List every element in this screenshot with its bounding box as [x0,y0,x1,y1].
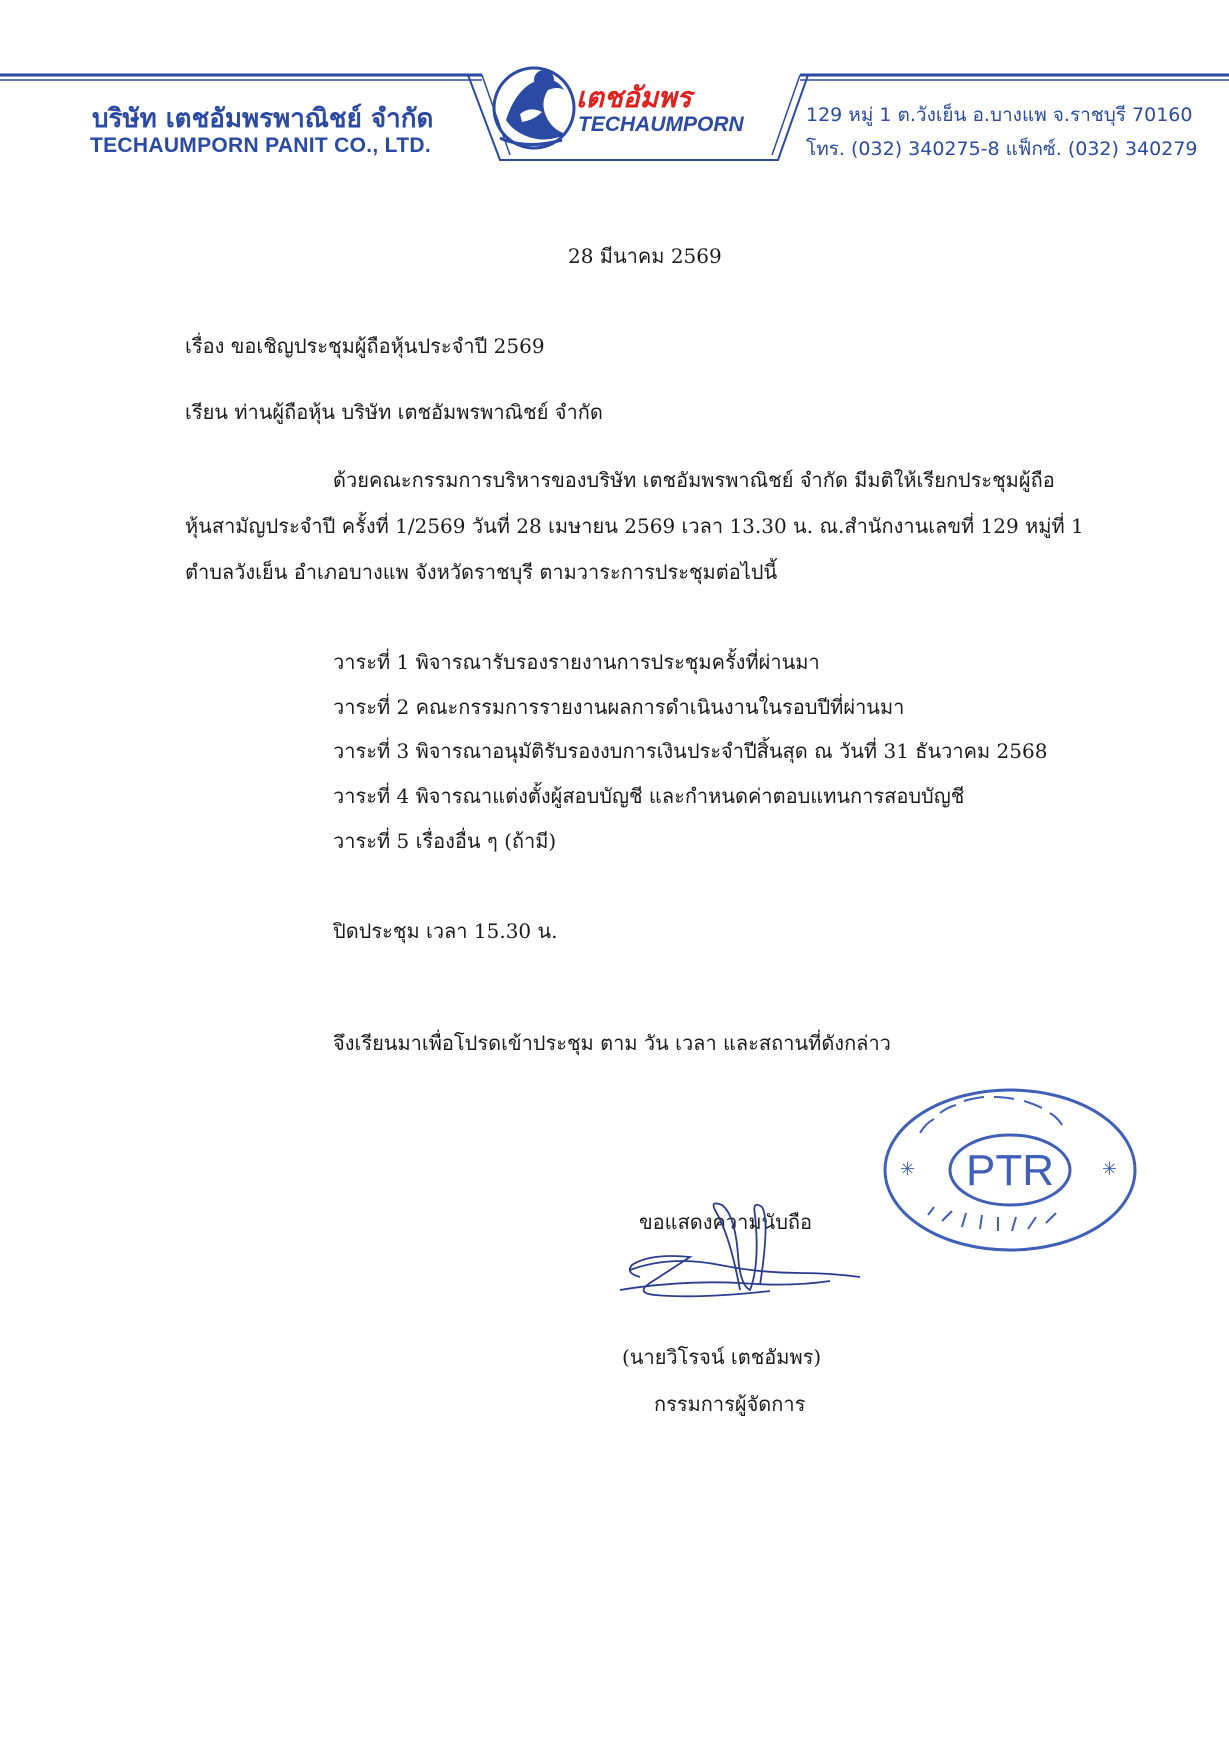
stamp-star-left: ✳ [900,1159,916,1180]
closing-time: ปิดประชุม เวลา 15.30 น. [333,919,558,943]
logo-text-th: เตชอัมพร [576,81,692,114]
letter-subject: เรื่อง ขอเชิญประชุมผู้ถือหุ้นประจำปี 2569 [185,334,545,358]
signer-title: กรรมการผู้จัดการ [654,1392,806,1416]
logo-text-en: TECHAUMPORN [578,113,744,136]
agenda-item: วาระที่ 3 พิจารณาอนุมัติรับรองงบการเงินประจำปีสิ้นสุด ณ วันที่ 31 ธันวาคม 2568 [333,739,1048,763]
paragraph-line: หุ้นสามัญประจำปี ครั้งที่ 1/2569 วันที่ 28 เมษายน 2569 เวลา 13.30 น. ณ.สำนักงานเลขที่ 129 หมู่ที่ 1 [185,514,1084,538]
agenda-item: วาระที่ 2 คณะกรรมการรายงานผลการดำเนินงานในรอบปีที่ผ่านมา [333,695,905,719]
stamp-star-right: ✳ [1102,1159,1118,1180]
letter-date: 28 มีนาคม 2569 [568,244,722,268]
letterhead [0,0,1229,175]
invitation-line: จึงเรียนมาเพื่อโปรดเข้าประชุม ตาม วัน เวลา และสถานที่ดังกล่าว [333,1031,891,1055]
company-name-th: บริษัท เตชอัมพรพาณิชย์ จำกัด [92,104,434,134]
paragraph-line: ด้วยคณะกรรมการบริหารของบริษัท เตชอัมพรพาณิชย์ จำกัด มีมติให้เรียกประชุมผู้ถือ [333,468,1055,492]
agenda-item: วาระที่ 1 พิจารณารับรองรายงานการประชุมครั้งที่ผ่านมา [333,650,820,674]
company-seal-stamp [880,1085,1140,1255]
company-contact: โทร. (032) 340275-8 แฟ็กซ์. (032) 340279 [806,138,1198,160]
agenda-item: วาระที่ 4 พิจารณาแต่งตั้งผู้สอบบัญชี และกำหนดค่าตอบแทนการสอบบัญชี [333,784,965,808]
motorcycle-rider-icon [486,58,582,154]
signature-scribble [610,1195,870,1315]
company-name-en: TECHAUMPORN PANIT CO., LTD. [90,134,431,157]
company-address: 129 หมู่ 1 ต.วังเย็น อ.บางแพ จ.ราชบุรี 70160 [806,104,1193,126]
letter-salutation: เรียน ท่านผู้ถือหุ้น บริษัท เตชอัมพรพาณิชย์ จำกัด [185,400,603,424]
agenda-item: วาระที่ 5 เรื่องอื่น ๆ (ถ้ามี) [333,829,557,853]
company-logo [486,58,786,158]
regards-text: ขอแสดงความนับถือ [639,1210,813,1234]
stamp-center-text: PTR [966,1146,1054,1195]
signer-name: (นายวิโรจน์ เตชอัมพร) [622,1345,822,1369]
paragraph-line: ตำบลวังเย็น อำเภอบางแพ จังหวัดราชบุรี ตามวาระการประชุมต่อไปนี้ [185,560,778,584]
